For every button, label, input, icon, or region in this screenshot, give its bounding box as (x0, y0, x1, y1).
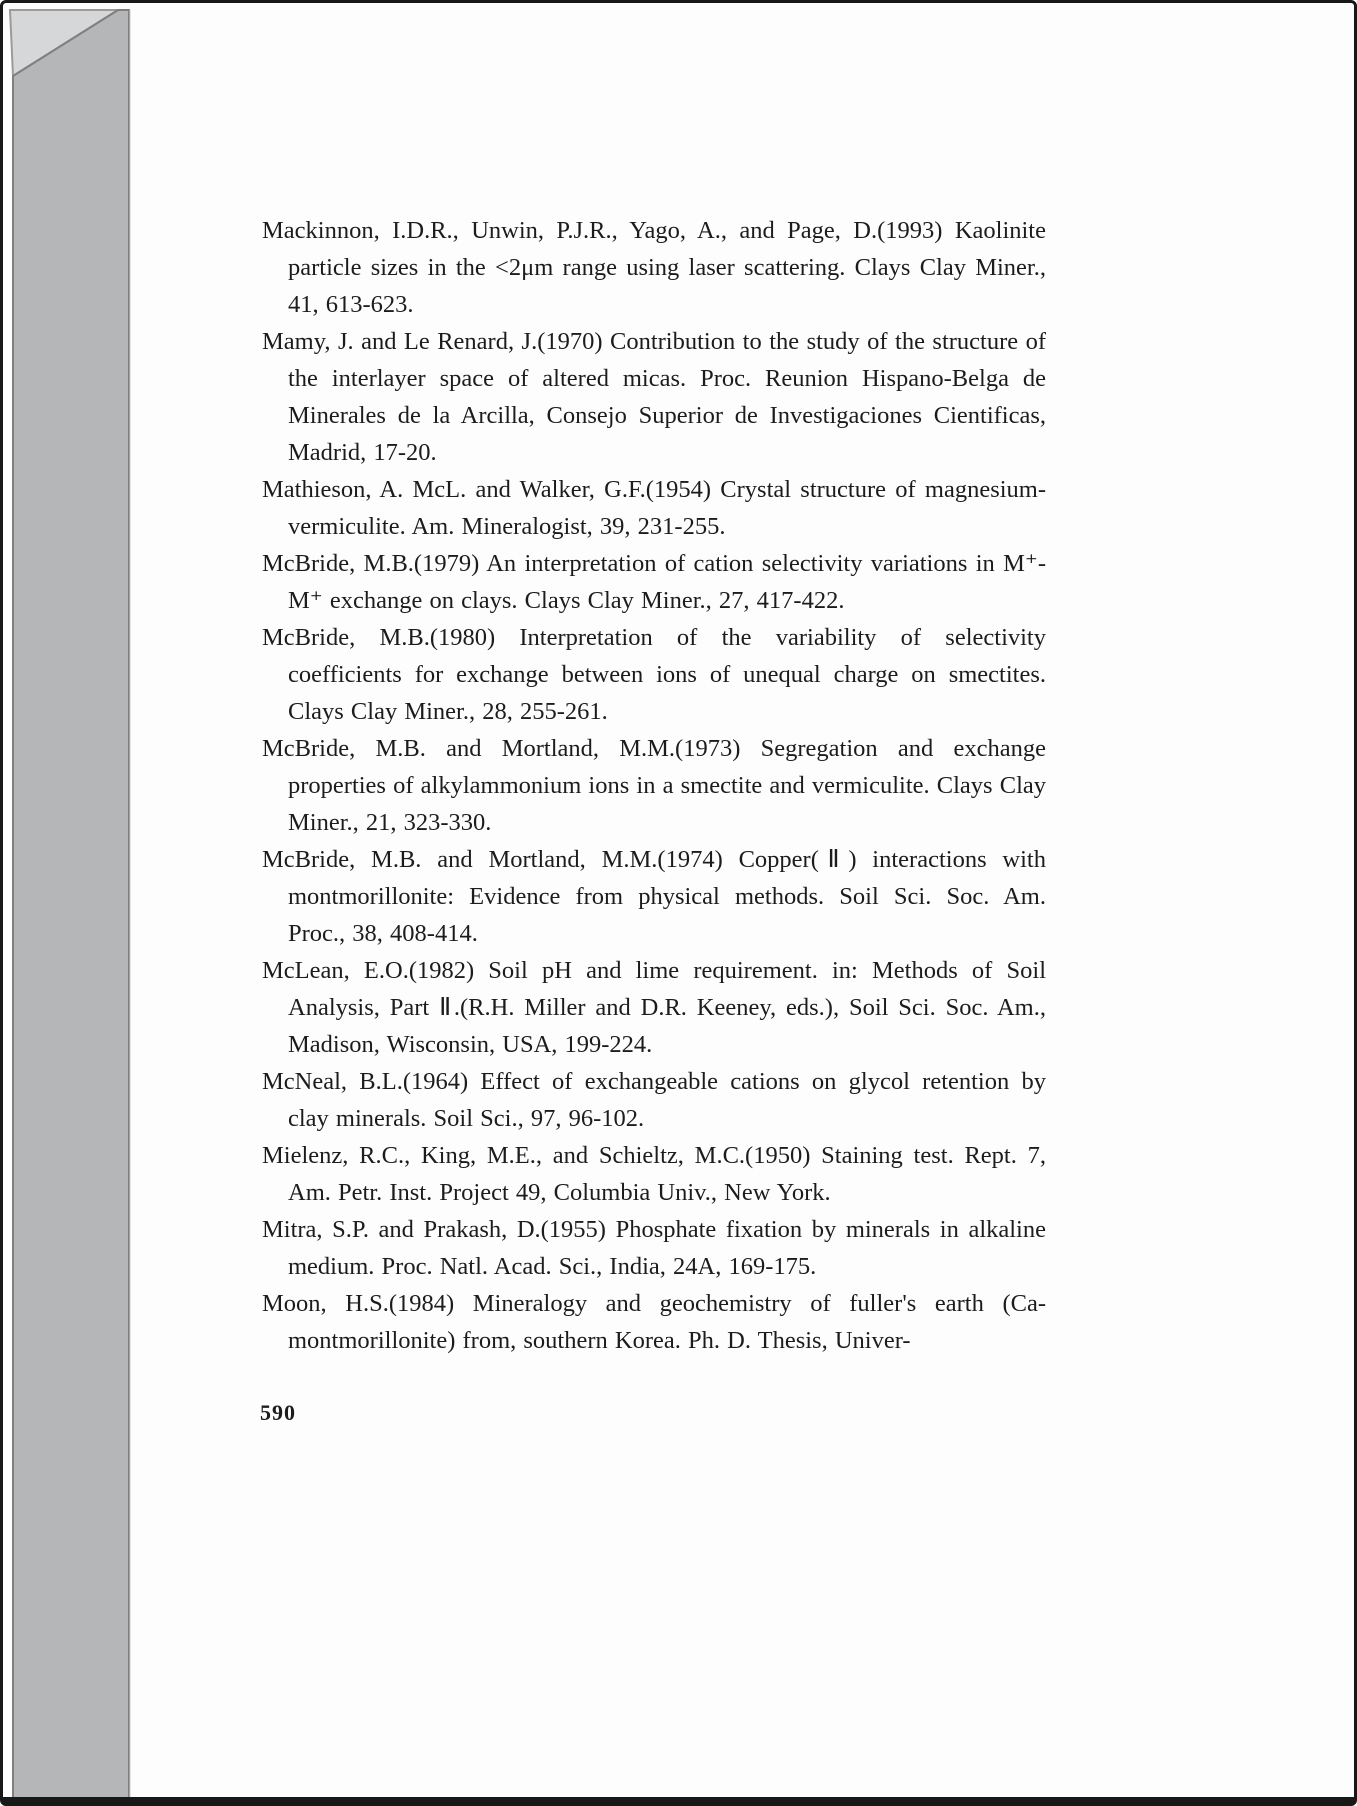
reference-entry: Mamy, J. and Le Renard, J.(1970) Contribution to the study of the structure of the interlayer space of altered micas. Proc. Reunion Hispano-Belga de Minerales de la Arcilla, Consejo Superior de Investigaciones Cientificas, Madrid, 17-20. (262, 328, 1046, 466)
references-section (262, 212, 1046, 1359)
page-number: 590 (260, 1400, 296, 1425)
reference-entry: Mielenz, R.C., King, M.E., and Schieltz, M.C.(1950) Staining test. Rept. 7, Am. Petr. Inst. Project 49, Columbia Univ., New York. (262, 1142, 1046, 1206)
references-list (262, 212, 1046, 1359)
reference-entry: McBride, M.B.(1980) Interpretation of the variability of selectivity coefficients for exchange between ions of unequal charge on smectites. Clays Clay Miner., 28, 255-261. (262, 624, 1046, 725)
cover-band-shape (13, 10, 129, 1798)
reference-entry: Mitra, S.P. and Prakash, D.(1955) Phosphate fixation by minerals in alkaline medium. Proc. Natl. Acad. Sci., India, 24A, 169-175. (262, 1216, 1046, 1280)
reference-entry: McBride, M.B.(1979) An interpretation of cation selectivity variations in M⁺-M⁺ exchange on clays. Clays Clay Miner., 27, 417-422. (262, 550, 1046, 614)
reference-entry: McNeal, B.L.(1964) Effect of exchangeable cations on glycol retention by clay minerals. Soil Sci., 97, 96-102. (262, 1068, 1046, 1132)
reference-entry: Mathieson, A. McL. and Walker, G.F.(1954) Crystal structure of magnesium-vermiculite. Am. Mineralogist, 39, 231-255. (262, 476, 1046, 540)
reference-entry: Mackinnon, I.D.R., Unwin, P.J.R., Yago, A., and Page, D.(1993) Kaolinite particle sizes in the <2μm range using laser scattering. Clays Clay Miner., 41, 613-623. (262, 217, 1046, 318)
reference-entry: Moon, H.S.(1984) Mineralogy and geochemistry of fuller's earth (Ca-montmorillonite) from, southern Korea. Ph. D. Thesis, Univer- (262, 1290, 1046, 1354)
reference-entry: McBride, M.B. and Mortland, M.M.(1974) Copper(Ⅱ) interactions with montmorillonite: Evidence from physical methods. Soil Sci. Soc. Am. Proc., 38, 408-414. (262, 846, 1046, 947)
reference-entry: McBride, M.B. and Mortland, M.M.(1973) Segregation and exchange properties of alkylammonium ions in a smectite and vermiculite. Clays Clay Miner., 21, 323-330. (262, 735, 1046, 836)
reference-entry: McLean, E.O.(1982) Soil pH and lime requirement. in: Methods of Soil Analysis, Part Ⅱ.(R.H. Miller and D.R. Keeney, eds.), Soil Sci. Soc. Am., Madison, Wisconsin, USA, 199-224. (262, 957, 1046, 1058)
